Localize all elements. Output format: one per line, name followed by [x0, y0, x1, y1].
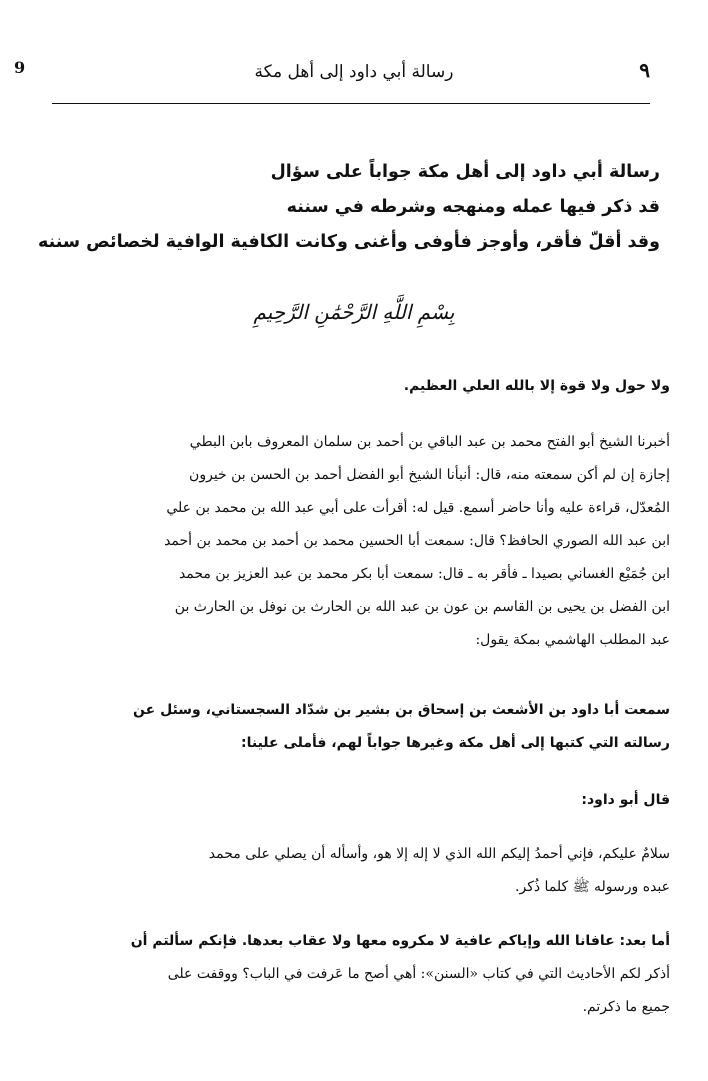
title-line: قد ذكر فيها عمله ومنهجه وشرطه في سننه: [286, 197, 660, 217]
text-line: أذكر لكم الأحاديث التي في كتاب «السنن»: أهي أصح ما عَرفت في الباب؟ ووقفت على: [167, 966, 670, 982]
page-header: [0, 50, 708, 106]
paragraph-amma-bad: [6, 925, 670, 1024]
text-line: سلامٌ عليكم، فإني أحمدُ إليكم الله الذي لا إله إلا هو، وأسأله أن يصلي على محمد: [208, 846, 670, 862]
text-line: المُعدّل، قراءة عليه وأنا حاضر أسمع. قيل له: أقرأت على أبي عبد الله بن محمد بن علي: [166, 500, 670, 516]
text-line: ابن عبد الله الصوري الحافظ؟ قال: سمعت أبا الحسين محمد بن أحمد بن محمد بن أحمد: [164, 533, 670, 549]
chapter-title: [37, 155, 660, 260]
paragraph-greeting: [6, 838, 670, 904]
header-rule: [52, 103, 650, 104]
text-line: قال أبو داود:: [581, 792, 670, 808]
page-number-arabic: ٩: [639, 58, 650, 82]
basmala: بِسْمِ اللَّهِ الرَّحْمَٰنِ الرَّحِيمِ: [253, 300, 455, 324]
running-title: رسالة أبي داود إلى أهل مكة: [254, 62, 454, 82]
text-line: سمعت أبا داود بن الأشعث بن إسحاق بن بشير بن شدّاد السجستاني، وسئل عن: [133, 702, 670, 718]
title-line: رسالة أبي داود إلى أهل مكة جواباً على سؤال: [270, 162, 660, 182]
text-line: ابن الفضل بن يحيى بن القاسم بن عون بن عبد الله بن الحارث بن نوفل بن الحارث بن: [174, 599, 670, 615]
text-line: أما بعد: عافانا الله وإياكم عافية لا مكروه معها ولا عقاب بعدها. فإنكم سألتم أن: [130, 933, 670, 949]
paragraph-invocation: [6, 370, 670, 403]
text-line: جميع ما ذكرتم.: [582, 999, 670, 1015]
text-line: عبد المطلب الهاشمي بمكة يقول:: [475, 632, 670, 648]
text-line: ولا حول ولا قوة إلا بالله العلي العظيم.: [403, 378, 670, 394]
title-line: وقد أقلّ فأقر، وأوجز فأوفى وأغنى وكانت الكافية الوافية لخصائص سننه: [37, 232, 660, 252]
text-line: عبده ورسوله ﷺ كلما ذُكر.: [515, 879, 670, 895]
text-line: إجازة إن لم أكن سمعته منه، قال: أنبأنا الشيخ أبو الفضل أحمد بن الحسن بن خيرون: [189, 467, 670, 483]
text-line: ابن جُمَيْع الغساني بصيدا ـ فأقر به ـ قال: سمعت أبا بكر محمد بن عبد العزيز بن محمد: [178, 566, 670, 582]
paragraph-isnad: [6, 426, 670, 657]
paragraph-narration: [6, 694, 670, 760]
text-line: رسالته التي كتبها إلى أهل مكة وغيرها جواباً لهم، فأملى علينا:: [241, 735, 670, 751]
page-number-latin: 9: [14, 58, 26, 77]
text-line: أخبرنا الشيخ أبو الفتح محمد بن عبد الباقي بن أحمد بن سلمان المعروف بابن البطي: [189, 434, 670, 450]
paragraph-abu-dawud-said: [6, 784, 670, 817]
